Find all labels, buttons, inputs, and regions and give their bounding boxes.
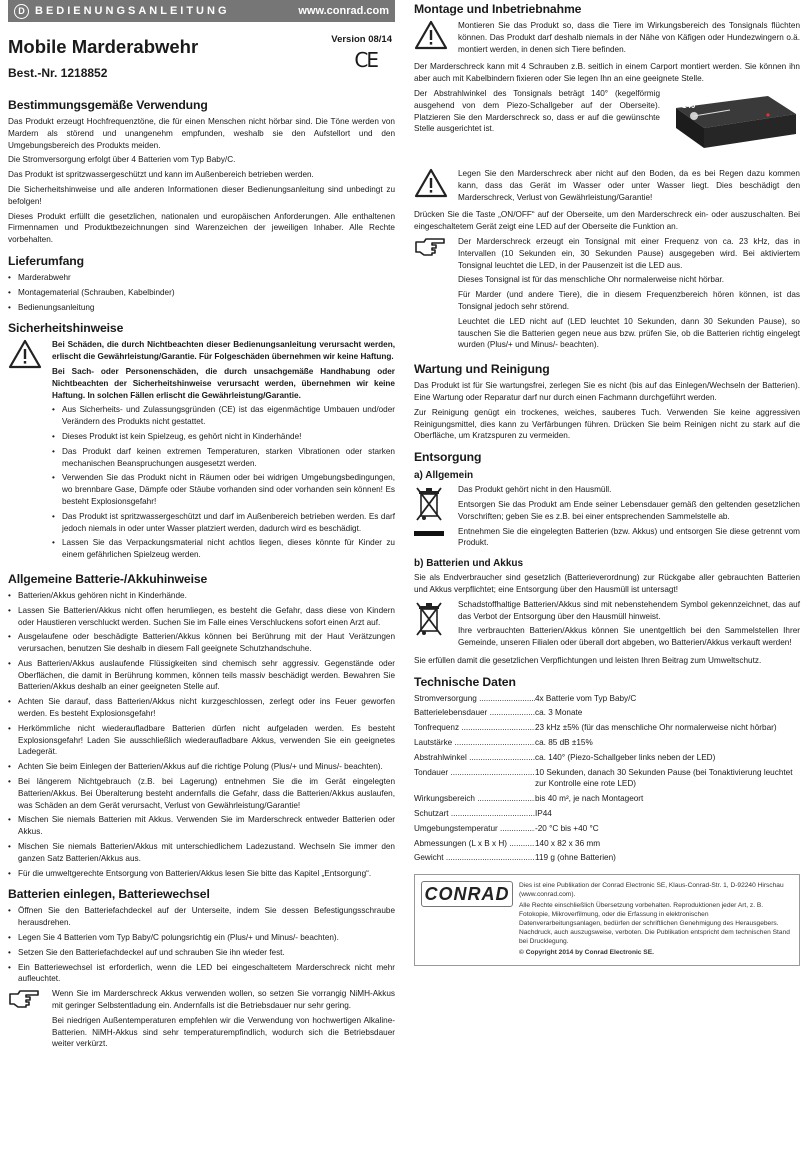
montage-warning-1 bbox=[414, 20, 800, 58]
disposal-text: Ihre verbrauchten Batterien/Akkus können Sie unentgeltlich bei den Sammelstellen Ihrer Gemeinde, unseren Filialen oder überall dort abgeben, wo Batterien/Akkus verkauft werden! bbox=[458, 626, 800, 648]
heading-bestimmung: Bestimmungsgemäße Verwendung bbox=[8, 98, 208, 112]
paragraph: Drücken Sie die Taste „ON/OFF“ auf der Oberseite, um den Marderschreck ein- oder auszuschalten. Bei eingeschaltetem Gerät zeigt eine LED auf der Oberseite die Funktion an. bbox=[414, 210, 800, 232]
hint: Dieses Tonsignal ist für das menschliche Ohr normalerweise nicht hörbar. bbox=[458, 275, 725, 285]
table-value: 119 g (ohne Batterien) bbox=[535, 853, 616, 863]
tech-table bbox=[414, 693, 800, 865]
insert-list bbox=[8, 905, 395, 985]
list-item: • Herkömmliche nicht wiederaufladbare Batterien dürfen nicht aufgeladen werden. Es besteht Explosionsgefahr! Laden Sie ausschließlich wiederaufladbare Akkus, verwenden Sie ein geeignetes Ladegerät. bbox=[8, 723, 395, 758]
montage-hint-block bbox=[414, 236, 800, 354]
warning-text: Montieren Sie das Produkt so, dass die Tiere im Wirkungsbereich des Tonsignals flüchten können. Das Produkt darf deshalb niemals in der Nähe von Käfigen oder Hundezwingern o.ä. montiert werden, in denen sich Tiere befinden. bbox=[458, 21, 800, 54]
safety-warning-block bbox=[8, 339, 395, 564]
header-title: BEDIENUNGSANLEITUNG bbox=[35, 5, 230, 17]
version-label: Version 08/14 bbox=[331, 34, 392, 45]
list-item: • Lassen Sie Batterien/Akkus nicht offen herumliegen, es besteht die Gefahr, dass diese von Kindern oder Haustieren verschluckt werden. Suchen Sie im Falle eines Verschluckens sofort einen Arzt auf. bbox=[8, 605, 395, 629]
angle-block bbox=[414, 88, 800, 168]
heading-lieferumfang: Lieferumfang bbox=[8, 253, 84, 268]
table-row bbox=[414, 707, 800, 719]
disposal-text: Entnehmen Sie die eingelegten Batterien (bzw. Akkus) und entsorgen Sie diese getrennt vom Produkt. bbox=[458, 526, 800, 548]
table-row bbox=[414, 852, 800, 864]
list-item: • Lassen Sie das Verpackungsmaterial nicht achtlos liegen, dieses könnte für Kinder zu einem gefährlichen Spielzeug werden. bbox=[52, 537, 395, 561]
warning-icon bbox=[414, 20, 448, 50]
table-key: Lautstärke ..... bbox=[414, 737, 535, 749]
list-item: • Dieses Produkt ist kein Spielzeug, es gehört nicht in Kinderhände! bbox=[52, 431, 395, 443]
list-item: • Aus Sicherheits- und Zulassungsgründen (CE) ist das eigenmächtige Umbauen und/oder Verändern des Produkts nicht gestattet. bbox=[52, 404, 395, 428]
crossed-bin-icon bbox=[414, 484, 444, 524]
list-item: • Verwenden Sie das Produkt nicht in Räumen oder bei widrigen Umgebungsbedingungen, wo brennbare Gase, Dämpfe oder Stäube vorhanden sind oder vorhanden sein können! Es besteht Explosionsgefahr! bbox=[52, 472, 395, 507]
disposal-text: Schadstoffhaltige Batterien/Akkus sind mit nebenstehendem Symbol gekennzeichnet, das auf das Verbot der Entsorgung über den Hausmüll hinweist. bbox=[458, 599, 800, 621]
list-item: • Achten Sie beim Einlegen der Batterien/Akkus auf die richtige Polung (Plus/+ und Minus/- beachten). bbox=[8, 761, 395, 773]
table-key: Batterielebensdauer ..... bbox=[414, 707, 535, 719]
header-bar bbox=[8, 0, 395, 22]
table-row bbox=[414, 793, 800, 805]
paragraph: Sie erfüllen damit die gesetzlichen Verpflichtungen und leisten Ihren Beitrag zum Umweltschutz. bbox=[414, 655, 762, 665]
list-item: • Für die umweltgerechte Entsorgung von Batterien/Akkus lesen Sie bitte das Kapitel „Entsorgung“. bbox=[8, 868, 395, 880]
heading-batterie: Allgemeine Batterie-/Akkuhinweise bbox=[8, 571, 208, 586]
table-row bbox=[414, 737, 800, 749]
copyright-text: © Copyright 2014 by Conrad Electronic SE. bbox=[519, 949, 654, 957]
table-value: 10 Sekunden, danach 30 Sekunden Pause (bei Tonaktivierung leuchtet zur Kontrolle eine rote LED) bbox=[535, 767, 793, 789]
list-item: • Legen Sie 4 Batterien vom Typ Baby/C polungsrichtig ein (Plus/+ und Minus/- beachten). bbox=[8, 932, 395, 944]
list-item: • Ein Batteriewechsel ist erforderlich, wenn die LED bei eingeschaltetem Marderschreck nicht mehr aufleuchtet. bbox=[8, 962, 395, 986]
warning-icon bbox=[8, 339, 42, 369]
angle-label: 140° bbox=[682, 100, 699, 110]
paragraph: Das Produkt erzeugt Hochfrequenztöne, die für einen Menschen nicht hörbar sind. Die Töne werden von Mardern als störend und unangenehm empfunden, weshalb sie den Aufstellort und den Umgebungsbereich des Produkts meiden. bbox=[8, 117, 395, 150]
paragraph: Das Produkt ist für Sie wartungsfrei, zerlegen Sie es nicht (bis auf das Einlegen/Wechseln der Batterien). Eine Wartung oder Reparatur darf nur durch einen Fachmann durchgeführt werden. bbox=[414, 381, 800, 402]
language-badge: D bbox=[14, 4, 29, 19]
table-value: bis 40 m², je nach Montageort bbox=[535, 794, 644, 804]
left-column bbox=[8, 0, 395, 1056]
table-key: Tondauer ..... bbox=[414, 767, 535, 791]
list-item: • Batterien/Akkus gehören nicht in Kinderhände. bbox=[8, 590, 395, 602]
list-item: • Bedienungsanleitung bbox=[8, 302, 395, 314]
list-item: • Achten Sie darauf, dass Batterien/Akkus nicht kurzgeschlossen, zerlegt oder ins Feuer geworfen werden. Es besteht Explosionsgefahr! bbox=[8, 696, 395, 720]
hint: Der Marderschreck erzeugt ein Tonsignal mit einer Frequenz von ca. 23 kHz, das in Intervallen (10 Sekunden ein, 30 Sekunden Pause) ausgegeben wird. Bei aktiviertem Tonsignal leuchtet die LED, in der Pausenzeit ist die LED aus. bbox=[458, 236, 800, 270]
table-row bbox=[414, 823, 800, 835]
table-key: Abstrahlwinkel ..... bbox=[414, 752, 535, 764]
table-row bbox=[414, 693, 800, 705]
list-item: • Bei längerem Nichtgebrauch (z.B. bei Lagerung) entnehmen Sie die im Gerät eingelegten Batterien/Akkus. Bei Überalterung besteht andernfalls die Gefahr, dass die Batterien/Akkus auslaufen, was Schäden an dem Gerät verursacht, Verlust von Gewährleistung/Garantie! bbox=[8, 776, 395, 811]
list-item: • Mischen Sie niemals Batterien/Akkus mit unterschiedlichem Ladezustand. Wechseln Sie immer den ganzen Satz Batterien/Akkus aus. bbox=[8, 841, 395, 865]
hint: Für Marder (und andere Tiere), die in diesem Frequenzbereich hören können, ist das Tonsignal jedoch sehr störend. bbox=[458, 290, 800, 311]
lieferumfang-list bbox=[8, 272, 395, 313]
heading-montage: Montage und Inbetriebnahme bbox=[414, 2, 582, 16]
table-key: Wirkungsbereich ..... bbox=[414, 793, 535, 805]
list-item: • Das Produkt darf keinen extremen Temperaturen, starken Vibrationen oder starken mechanischen Beanspruchungen ausgesetzt werden. bbox=[52, 446, 395, 470]
heading-sicherheit: Sicherheitshinweise bbox=[8, 321, 124, 336]
table-value: ca. 3 Monate bbox=[535, 708, 583, 718]
hint-2: Bei niedrigen Außentemperaturen empfehlen wir die Verwendung von hochwertigen Alkaline-Batterien. NiMH-Akkus sind sehr temperaturempfindlich, wodurch sich die Betriebsdauer weiter verkürzt. bbox=[52, 1015, 395, 1049]
publisher-box bbox=[414, 874, 800, 966]
safety-bold-2: Bei Sach- oder Personenschäden, die durch unsachgemäße Handhabung oder Nichtbeachten der Sicherheitshinweise verursacht werden, übernehmen wir keine Haftung. In solchen Fällen erlischt die Gewährleistung/Garantie. bbox=[52, 366, 395, 400]
subheading-allgemein: a) Allgemein bbox=[414, 470, 474, 482]
paragraph: Dieses Produkt erfüllt die gesetzlichen, nationalen und europäischen Anforderungen. Alle enthaltenen Firmennamen und Produktbezeichnungen sind Warenzeichen der jeweiligen Inhaber. Alle Rechte vorbehalten. bbox=[8, 211, 395, 245]
pointing-hand-icon bbox=[414, 236, 446, 258]
paragraph: Der Abstrahlwinkel des Tonsignals beträgt 140° (kegelförmig ausgehend von dem Piezo-Schallgeber auf der Oberseite). Platzieren Sie den Marderschreck so, dass er auf die gewünschte Stelle ausgerichtet ist. bbox=[414, 88, 660, 134]
subheading-batterien: b) Batterien und Akkus bbox=[414, 558, 524, 570]
paragraph: Sie als Endverbraucher sind gesetzlich (Batterieverordnung) zur Rückgabe aller gebrauchten Batterien und Akkus verpflichtet; eine Entsorgung über den Hausmüll ist untersagt! bbox=[414, 573, 800, 594]
title-block bbox=[8, 34, 395, 94]
crossed-bin-icon bbox=[414, 599, 444, 639]
publisher-text: Dies ist eine Publikation der Conrad Electronic SE, Klaus-Conrad-Str. 1, D-92240 Hirschau (www.conrad.com). bbox=[519, 882, 784, 899]
conrad-logo: CONRAD bbox=[421, 881, 513, 907]
heading-tech: Technische Daten bbox=[414, 674, 516, 689]
table-value: 140 x 82 x 36 mm bbox=[535, 838, 601, 848]
disposal-text: Entsorgen Sie das Produkt am Ende seiner Lebensdauer gemäß den geltenden gesetzlichen Vorschriften; geben Sie es z.B. bei einer entsprechenden Sammelstelle ab. bbox=[458, 499, 800, 521]
table-value: ca. 140° (Piezo-Schallgeber links neben der LED) bbox=[535, 752, 716, 762]
table-row bbox=[414, 767, 800, 791]
list-item: • Ausgelaufene oder beschädigte Batterien/Akkus können bei Berührung mit der Haut Verätzungen verursachen, benutzen Sie deshalb in diesem Fall geeignete Schutzhandschuhe. bbox=[8, 631, 395, 655]
heading-entsorgung: Entsorgung bbox=[414, 450, 482, 465]
paragraph: Der Marderschreck kann mit 4 Schrauben z.B. seitlich in einem Carport montiert werden. Sie können ihn aber auch mit Kabelbindern fixieren oder Sie legen Ihn an eine geeignete Stelle. bbox=[414, 62, 800, 84]
hint: Leuchtet die LED nicht auf (LED leuchtet 10 Sekunden, dann 30 Sekunden Pause), so tauschen Sie die Batterien gegen neue aus bzw. prüfen Sie, ob die Batterien richtig eingelegt wurden (Plus/+ und Minus/- beachten). bbox=[458, 316, 800, 350]
table-key: Stromversorgung ..... bbox=[414, 693, 535, 705]
heading-wartung: Wartung und Reinigung bbox=[414, 362, 550, 377]
battery-list bbox=[8, 590, 395, 880]
table-row bbox=[414, 722, 800, 734]
table-value: 23 kHz ±5% (für das menschliche Ohr normalerweise nicht hörbar) bbox=[535, 723, 777, 733]
product-image bbox=[664, 88, 800, 156]
table-key: Gewicht ..... bbox=[414, 852, 535, 864]
paragraph: Zur Reinigung genügt ein trockenes, weiches, sauberes Tuch. Verwenden Sie keine aggressiven Reinigungsmittel, dies kann zu Verfärbungen führen. Drücken Sie beim Reinigen nicht zu stark auf die Oberfläche, um Kratzspuren zu vermeiden. bbox=[414, 407, 800, 441]
list-item: • Mischen Sie niemals Batterien mit Akkus. Verwenden Sie im Marderschreck entweder Batterien oder Akkus. bbox=[8, 814, 395, 838]
hint-block bbox=[8, 988, 395, 1053]
safety-bold-1: Bei Schäden, die durch Nichtbeachten dieser Bedienungsanleitung verursacht werden, erlischt die Gewährleistung/Garantie. Für Folgeschäden übernehmen wir keine Haftung. bbox=[52, 340, 395, 362]
header-url[interactable]: www.conrad.com bbox=[298, 5, 389, 17]
list-item: • Marderabwehr bbox=[8, 272, 395, 284]
table-value: -20 °C bis +40 °C bbox=[535, 823, 599, 833]
heading-einlegen: Batterien einlegen, Batteriewechsel bbox=[8, 887, 210, 902]
table-key: Umgebungstemperatur ..... bbox=[414, 823, 535, 835]
montage-warning-2 bbox=[414, 168, 800, 206]
rights-text: Alle Rechte einschließlich Übersetzung vorbehalten. Reproduktionen jeder Art, z. B. Fotokopie, Mikroverfilmung, oder die Erfassung in elektronischen Datenverarbeitungsanlagen, bedürfen der schriftlichen Genehmigung des Herausgebers. Nachdruck, auch auszugsweise, verboten. Die Publikation entspricht dem technischen Stand bei Drucklegung. bbox=[519, 902, 790, 946]
table-key: Schutzart ..... bbox=[414, 808, 535, 820]
table-key: Abmessungen (L x B x H) ..... bbox=[414, 838, 535, 850]
right-column bbox=[414, 0, 800, 966]
ce-mark-icon: CE bbox=[354, 48, 377, 72]
warning-text: Legen Sie den Marderschreck aber nicht auf den Boden, da es bei Regen dazu kommen kann, dass das Gerät im Wasser oder unter Wasser liegt. Dies beschädigt den Marderschreck, Verlust von Gewährleistung/Garantie! bbox=[458, 168, 800, 202]
list-item: • Montagematerial (Schrauben, Kabelbinder) bbox=[8, 287, 395, 299]
order-number: Best.-Nr. 1218852 bbox=[8, 66, 108, 80]
list-item: • Setzen Sie den Batteriefachdeckel auf und schrauben Sie ihn wieder fest. bbox=[8, 947, 395, 959]
disposal-text: Das Produkt gehört nicht in den Hausmüll. bbox=[458, 485, 612, 495]
list-item: • Aus Batterien/Akkus auslaufende Flüssigkeiten sind chemisch sehr aggressiv. Gegenstände oder Oberflächen, die damit in Berührung kommen, können teils massiv beschädigt werden. Bewahren Sie Batterien/Akkus deshalb an einer geeigneten Stelle auf. bbox=[8, 658, 395, 693]
paragraph: Die Sicherheitshinweise und alle anderen Informationen dieser Bedienungsanleitung sind unbedingt zu befolgen! bbox=[8, 184, 395, 206]
disposal-block-b bbox=[414, 599, 800, 652]
pointing-hand-icon bbox=[8, 988, 40, 1010]
table-row bbox=[414, 808, 800, 820]
table-value: ca. 85 dB ±15% bbox=[535, 738, 593, 748]
safety-list bbox=[52, 404, 395, 561]
table-row bbox=[414, 838, 800, 850]
table-value: IP44 bbox=[535, 809, 552, 819]
page-title: Mobile Marderabwehr bbox=[8, 36, 199, 57]
table-key: Tonfrequenz ..... bbox=[414, 722, 535, 734]
table-value: 4x Batterie vom Typ Baby/C bbox=[535, 693, 637, 703]
warning-icon bbox=[414, 168, 448, 198]
paragraph: Das Produkt ist spritzwassergeschützt und kann im Außenbereich betrieben werden. bbox=[8, 170, 314, 180]
table-row bbox=[414, 752, 800, 764]
disposal-block-a bbox=[414, 484, 800, 552]
paragraph: Die Stromversorgung erfolgt über 4 Batterien vom Typ Baby/C. bbox=[8, 155, 236, 165]
hint-1: Wenn Sie im Marderschreck Akkus verwenden wollen, so setzen Sie vorrangig NiMH-Akkus mit geringer Selbstentladung ein. Andernfalls ist die Betriebsdauer nur sehr gering. bbox=[52, 989, 395, 1011]
list-item: • Das Produkt ist spritzwassergeschützt und darf im Außenbereich betrieben werden. Es darf jedoch niemals in oder unter Wasser platziert werden, dadurch wird es beschädigt. bbox=[52, 511, 395, 535]
list-item: • Öffnen Sie den Batteriefachdeckel auf der Unterseite, indem Sie dessen Befestigungsschraube herausdrehen. bbox=[8, 905, 395, 929]
